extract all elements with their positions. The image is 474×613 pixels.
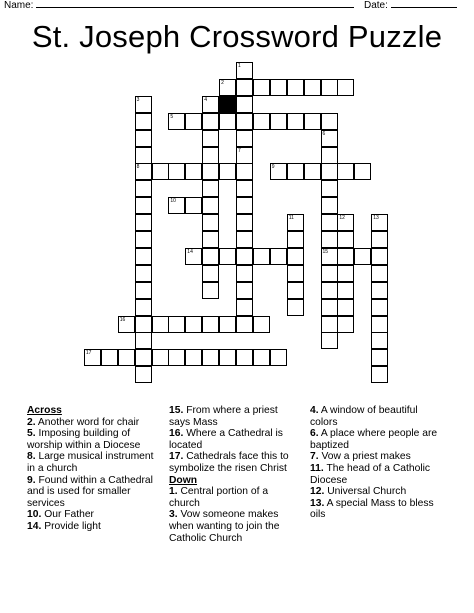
grid-cell[interactable] — [152, 349, 169, 366]
down-heading: Down — [169, 474, 198, 486]
clue-number: 17 — [85, 350, 92, 357]
grid-cell[interactable] — [168, 197, 185, 214]
clue-column-3 — [310, 405, 445, 521]
grid-cell[interactable] — [371, 316, 388, 333]
grid-cell[interactable] — [236, 231, 253, 248]
date-label: Date: — [364, 0, 388, 11]
across-clue: 5. Imposing building of worship within a Diocese — [27, 428, 141, 451]
grid-cell[interactable] — [270, 349, 287, 366]
grid-cell[interactable] — [202, 130, 219, 147]
grid-cell[interactable] — [185, 316, 202, 333]
grid-cell[interactable] — [135, 299, 152, 316]
grid-cell[interactable] — [135, 180, 152, 197]
grid-cell[interactable] — [135, 147, 152, 164]
across-heading: Across — [27, 405, 62, 416]
clue-number: 6 — [322, 130, 326, 137]
grid-cell[interactable] — [337, 316, 354, 333]
grid-cell[interactable] — [236, 214, 253, 231]
clue-number: 5 — [170, 113, 174, 120]
grid-cell[interactable] — [219, 113, 236, 130]
grid-cell[interactable] — [253, 316, 270, 333]
grid-cell[interactable] — [135, 130, 152, 147]
grid-cell[interactable] — [236, 248, 253, 265]
grid-cell[interactable] — [202, 282, 219, 299]
clue-number: 4 — [204, 96, 207, 103]
grid-cell[interactable] — [371, 332, 388, 349]
grid-cell[interactable] — [185, 248, 202, 265]
grid-cell[interactable] — [287, 299, 304, 316]
grid-cell[interactable] — [185, 349, 202, 366]
grid-cell[interactable] — [304, 113, 321, 130]
grid-cell[interactable] — [202, 113, 219, 130]
grid-cell[interactable] — [236, 316, 253, 333]
grid-cell[interactable] — [236, 265, 253, 282]
across-clue: 17. Cathedrals face this to symbolize the risen Christ — [169, 451, 289, 474]
grid-cell[interactable] — [135, 265, 152, 282]
clue-column-2 — [169, 405, 299, 544]
grid-cell[interactable] — [219, 163, 236, 180]
grid-cell[interactable] — [168, 163, 185, 180]
grid-cell[interactable] — [337, 265, 354, 282]
grid-cell[interactable] — [337, 163, 354, 180]
grid-cell[interactable] — [253, 113, 270, 130]
grid-cell[interactable] — [168, 113, 185, 130]
grid-cell[interactable] — [236, 163, 253, 180]
grid-cell[interactable] — [202, 231, 219, 248]
grid-cell[interactable] — [185, 113, 202, 130]
grid-cell[interactable] — [236, 349, 253, 366]
grid-cell[interactable] — [304, 79, 321, 96]
grid-cell[interactable] — [287, 163, 304, 180]
grid-cell[interactable] — [371, 366, 388, 383]
grid-black-cell — [219, 96, 236, 113]
grid-cell[interactable] — [236, 130, 253, 147]
grid-cell[interactable] — [185, 163, 202, 180]
grid-cell[interactable] — [321, 248, 338, 265]
grid-cell[interactable] — [135, 231, 152, 248]
grid-cell[interactable] — [118, 349, 135, 366]
grid-cell[interactable] — [152, 316, 169, 333]
grid-cell[interactable] — [202, 214, 219, 231]
grid-cell[interactable] — [270, 248, 287, 265]
grid-cell[interactable] — [321, 79, 338, 96]
down-clue: 7. Vow a priest makes — [310, 451, 411, 463]
grid-cell[interactable] — [321, 231, 338, 248]
grid-cell[interactable] — [321, 265, 338, 282]
grid-cell[interactable] — [135, 366, 152, 383]
grid-cell[interactable] — [135, 316, 152, 333]
grid-cell[interactable] — [236, 96, 253, 113]
grid-cell[interactable] — [236, 197, 253, 214]
clue-number: 1 — [238, 63, 241, 69]
grid-cell[interactable] — [287, 214, 304, 231]
grid-cell[interactable] — [135, 214, 152, 231]
down-clue: 12. Universal Church — [310, 486, 407, 498]
grid-cell[interactable] — [219, 349, 236, 366]
down-clue: 3. Vow someone makes when wanting to join the Catholic Church — [169, 509, 280, 544]
grid-cell[interactable] — [321, 316, 338, 333]
grid-cell[interactable] — [371, 248, 388, 265]
grid-cell[interactable] — [253, 349, 270, 366]
clue-number: 3 — [136, 96, 140, 103]
grid-cell[interactable] — [321, 282, 338, 299]
grid-cell[interactable] — [321, 332, 338, 349]
clue-number: 14 — [187, 248, 193, 255]
grid-cell[interactable] — [152, 163, 169, 180]
grid-cell[interactable] — [236, 79, 253, 96]
grid-cell[interactable] — [287, 113, 304, 130]
grid-cell[interactable] — [135, 282, 152, 299]
down-clue: 11. The head of a Catholic Diocese — [310, 462, 431, 486]
grid-cell[interactable] — [337, 79, 354, 96]
grid-cell[interactable] — [371, 282, 388, 299]
across-clue: 14. Provide light — [27, 520, 101, 532]
grid-cell[interactable] — [219, 248, 236, 265]
grid-cell[interactable] — [202, 248, 219, 265]
across-clue: 10. Our Father — [27, 509, 94, 521]
grid-cell[interactable] — [118, 316, 135, 333]
clue-column-1 — [27, 405, 159, 533]
grid-cell[interactable] — [287, 231, 304, 248]
grid-cell[interactable] — [304, 163, 321, 180]
grid-cell[interactable] — [337, 248, 354, 265]
grid-cell[interactable] — [287, 248, 304, 265]
grid-cell[interactable] — [371, 265, 388, 282]
down-clue: 13. A special Mass to bless oils — [310, 497, 434, 521]
clue-number: 10 — [170, 198, 176, 205]
grid-cell[interactable] — [185, 197, 202, 214]
grid-cell[interactable] — [321, 180, 338, 197]
grid-cell[interactable] — [236, 147, 253, 164]
grid-cell[interactable] — [168, 316, 185, 333]
grid-cell[interactable] — [371, 349, 388, 366]
clue-number: 16 — [119, 316, 126, 323]
grid-cell[interactable] — [287, 79, 304, 96]
grid-cell[interactable] — [202, 163, 219, 180]
grid-cell[interactable] — [135, 332, 152, 349]
grid-cell[interactable] — [321, 113, 338, 130]
clue-number: 8 — [136, 164, 140, 171]
grid-cell[interactable] — [202, 96, 219, 113]
grid-cell[interactable] — [321, 130, 338, 147]
grid-cell[interactable] — [270, 113, 287, 130]
name-label: Name: — [4, 0, 34, 11]
grid-cell[interactable] — [321, 214, 338, 231]
grid-cell[interactable] — [236, 299, 253, 316]
grid-cell[interactable] — [236, 113, 253, 130]
grid-cell[interactable] — [135, 96, 152, 113]
grid-cell[interactable] — [135, 349, 152, 366]
grid-cell[interactable] — [337, 214, 354, 231]
down-clue: 4. A window of beautiful colors — [310, 405, 418, 428]
clue-number: 15 — [322, 248, 329, 255]
grid-cell[interactable] — [354, 163, 371, 180]
grid-cell[interactable] — [236, 180, 253, 197]
grid-cell[interactable] — [202, 147, 219, 164]
grid-cell[interactable] — [236, 62, 253, 79]
grid-cell[interactable] — [253, 79, 270, 96]
grid-cell[interactable] — [270, 163, 287, 180]
grid-cell[interactable] — [236, 282, 253, 299]
across-clue: 16. Where a Cathedral is located — [169, 428, 283, 451]
down-clue: 1. Central portion of a church — [169, 486, 269, 509]
grid-cell[interactable] — [84, 349, 101, 366]
grid-cell[interactable] — [202, 349, 219, 366]
clue-number: 9 — [271, 164, 275, 171]
grid-cell[interactable] — [101, 349, 118, 366]
across-clue: 15. From where a priest says Mass — [169, 405, 278, 428]
across-clue: 8. Large musical instrument in a church — [27, 451, 154, 474]
across-clue: 9. Found within a Cathedral and is used for smaller services — [27, 474, 153, 509]
grid-cell[interactable] — [321, 147, 338, 164]
grid-cell[interactable] — [202, 316, 219, 333]
grid-cell[interactable] — [202, 197, 219, 214]
page-title: St. Joseph Crossword Puzzle — [31, 19, 443, 54]
down-clue: 6. A place where people are baptized — [310, 428, 438, 451]
grid-cell[interactable] — [371, 214, 388, 231]
grid-cell[interactable] — [337, 231, 354, 248]
grid-cell[interactable] — [287, 265, 304, 282]
grid-cell[interactable] — [202, 265, 219, 282]
clue-number: 7 — [238, 147, 241, 154]
grid-cell[interactable] — [135, 248, 152, 265]
grid-cell[interactable] — [168, 349, 185, 366]
grid-cell[interactable] — [219, 79, 236, 96]
across-clue: 2. Another word for chair — [27, 416, 140, 428]
grid-cell[interactable] — [371, 299, 388, 316]
grid-cell[interactable] — [219, 316, 236, 333]
grid-cell[interactable] — [135, 197, 152, 214]
grid-cell[interactable] — [337, 282, 354, 299]
grid-cell[interactable] — [321, 163, 338, 180]
clue-number: 2 — [221, 79, 224, 86]
clue-number: 11 — [288, 215, 294, 222]
grid-cell[interactable] — [337, 299, 354, 316]
grid-cell[interactable] — [321, 197, 338, 214]
grid-cell[interactable] — [371, 231, 388, 248]
grid-cell[interactable] — [287, 282, 304, 299]
grid-cell[interactable] — [354, 248, 371, 265]
grid-cell[interactable] — [135, 113, 152, 130]
grid-cell[interactable] — [321, 299, 338, 316]
grid-cell[interactable] — [202, 180, 219, 197]
grid-cell[interactable] — [135, 163, 152, 180]
grid-cell[interactable] — [253, 248, 270, 265]
grid-cell[interactable] — [270, 79, 287, 96]
clue-number: 13 — [373, 215, 379, 222]
clue-number: 12 — [339, 215, 345, 222]
